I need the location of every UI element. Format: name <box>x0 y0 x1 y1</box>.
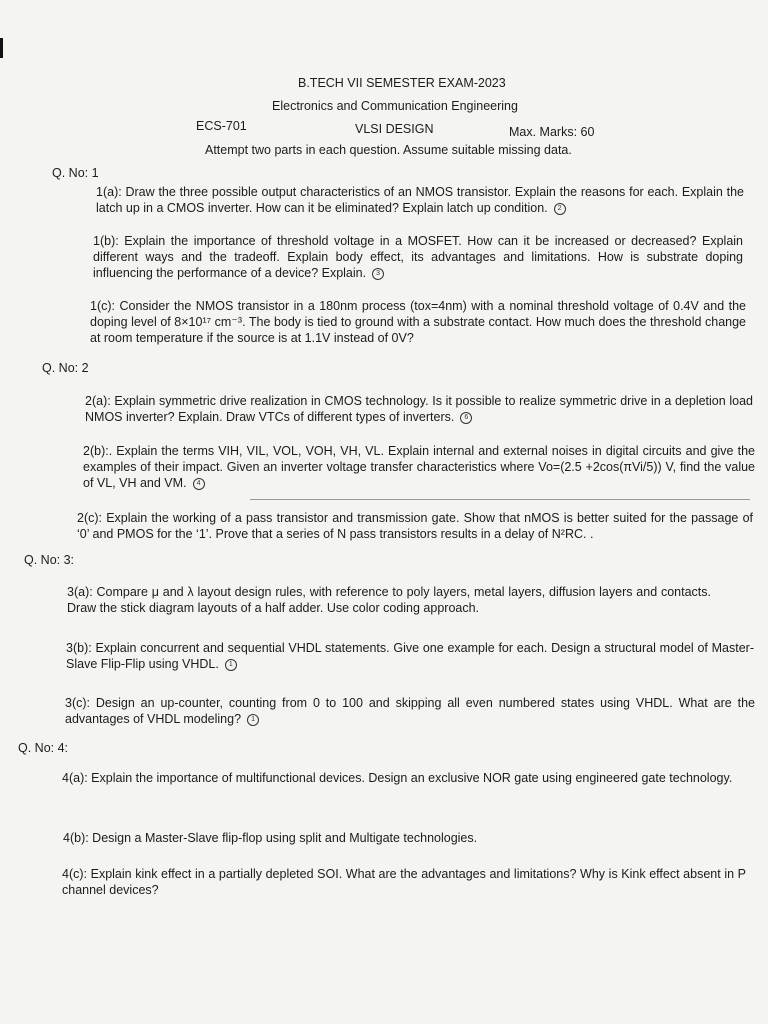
question-part <box>62 866 746 898</box>
question-text: 3(b): Explain concurrent and sequential VHDL statements. Give one example for each. Design a structural model of Master-Slave Flip-Flip using VHDL. <box>66 641 754 671</box>
question-part <box>96 184 744 216</box>
question-text: 4(a): Explain the importance of multifunctional devices. Design an exclusive NOR gate using engineered gate technology. <box>62 771 733 785</box>
course-code: ECS-701 <box>196 119 247 133</box>
question-text: 3(a): Compare μ and λ layout design rules, with reference to poly layers, metal layers, diffusion layers and contacts. Draw the stick diagram layouts of a half adder. Use color coding approach. <box>67 585 711 615</box>
question-part <box>66 640 754 672</box>
question-label: Q. No: 4: <box>18 741 69 755</box>
max-marks: Max. Marks: 60 <box>509 125 595 139</box>
branch-title: Electronics and Communication Engineering <box>272 99 518 113</box>
question-part <box>90 298 746 346</box>
instruction: Attempt two parts in each question. Assume suitable missing data. <box>205 143 572 157</box>
question-label: Q. No: 3: <box>24 553 75 567</box>
question-part <box>93 233 743 281</box>
question-part <box>67 584 711 616</box>
question-part <box>77 510 753 542</box>
question-text: 4(b): Design a Master-Slave flip-flop using split and Multigate technologies. <box>63 831 478 845</box>
question-part <box>65 695 755 727</box>
scan-edge-mark <box>0 38 3 58</box>
question-text: 1(b): Explain the importance of threshold voltage in a MOSFET. How can it be increased or decreased? Explain different ways and the tradeoff. Explain body effect, its advantages and limitations. How is substrate doping influencing the performance of a device? Explain. <box>93 234 743 280</box>
question-label: Q. No: 1 <box>52 166 99 180</box>
subject-title: VLSI DESIGN <box>355 122 434 136</box>
marks-circle: 3 <box>372 268 384 280</box>
marks-circle: 1 <box>247 714 259 726</box>
marks-circle: 1 <box>225 659 237 671</box>
question-text: 2(b):. Explain the terms VIH, VIL, VOL, VOH, VH, VL. Explain internal and external noises in digital circuits and give the examples of their impact. Given an inverter voltage transfer characteristics where Vo=(2.5 +2cos(πVi/5)) V, find the value of VL, VH and VM. <box>83 444 755 490</box>
marks-circle: 6 <box>460 412 472 424</box>
question-text: 4(c): Explain kink effect in a partially depleted SOI. What are the advantages and limitations? Why is Kink effect absent in P channel devices? <box>62 867 746 897</box>
question-text: 3(c): Design an up-counter, counting from 0 to 100 and skipping all even numbered states using VHDL. What are the advantages of VHDL modeling? <box>65 696 755 726</box>
pen-scratch-line <box>250 499 750 500</box>
question-part <box>85 393 753 425</box>
question-part <box>83 443 755 491</box>
question-text: 2(a): Explain symmetric drive realization in CMOS technology. Is it possible to realize symmetric drive in a depletion load NMOS inverter? Explain. Draw VTCs of different types of inverters. <box>85 394 753 424</box>
question-part <box>62 770 738 786</box>
question-text: 1(a): Draw the three possible output characteristics of an NMOS transistor. Explain the reasons for each. Explain the latch up in a CMOS inverter. How can it be eliminated? Explain latch up condition. <box>96 185 744 215</box>
question-label: Q. No: 2 <box>42 361 89 375</box>
marks-circle: 4 <box>193 478 205 490</box>
question-text: 2(c): Explain the working of a pass transistor and transmission gate. Show that nMOS is better suited for the passage of ‘0’ and PMOS for the ‘1’. Prove that a series of N pass transistors results in a delay of N²RC. . <box>77 511 753 541</box>
exam-title: B.TECH VII SEMESTER EXAM-2023 <box>298 76 506 90</box>
question-part <box>63 830 663 846</box>
question-text: 1(c): Consider the NMOS transistor in a 180nm process (tox=4nm) with a nominal threshold voltage of 0.4V and the doping level of 8×10¹⁷ cm⁻³. The body is tied to ground with a substrate contact. How much does the threshold change at room temperature if the source is at 1.1V instead of 0V? <box>90 299 746 345</box>
marks-circle: 2 <box>554 203 566 215</box>
